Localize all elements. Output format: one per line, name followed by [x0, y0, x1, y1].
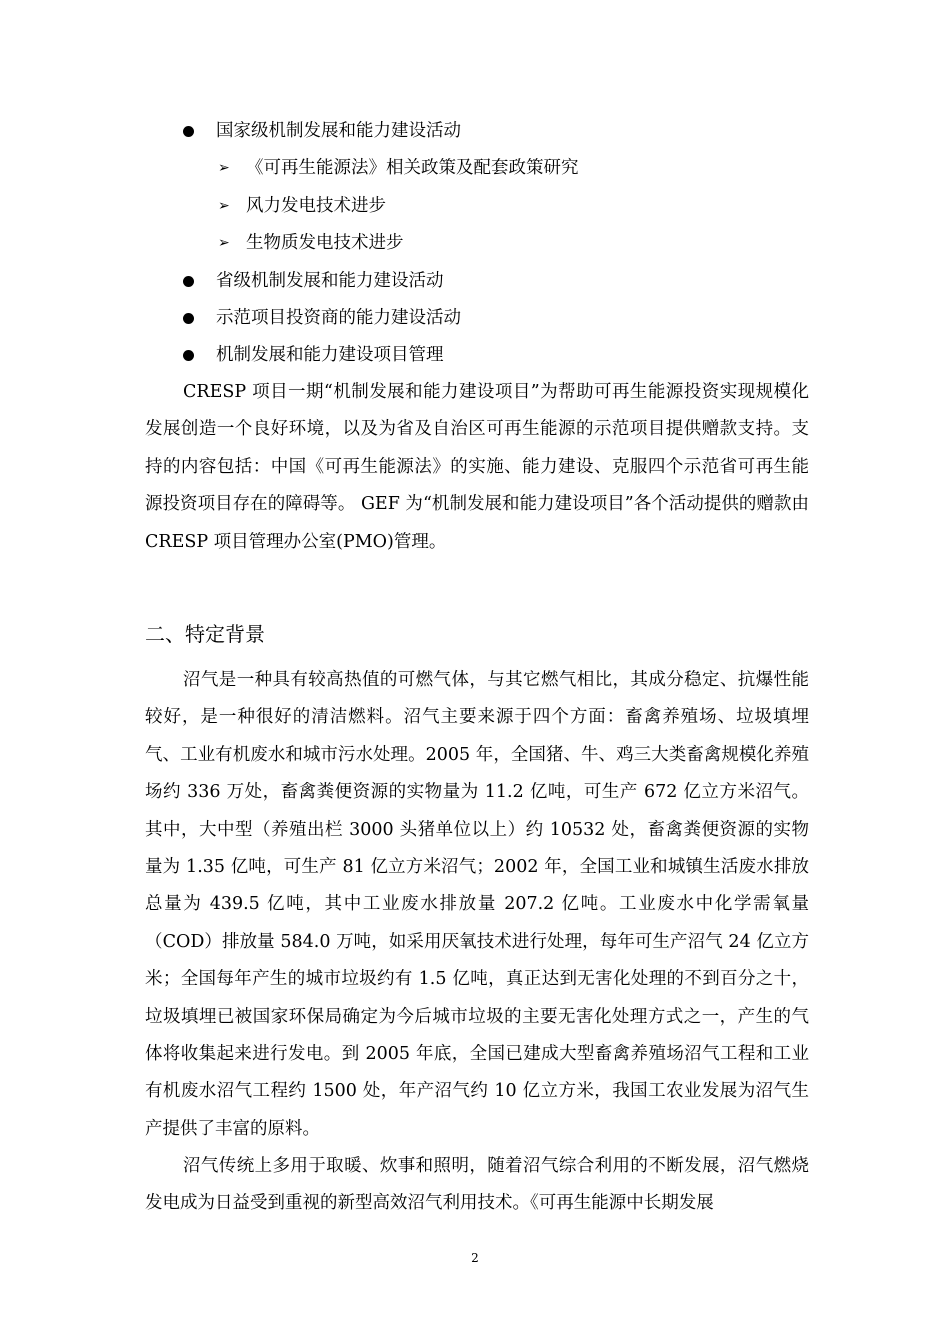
list-item-text: 风力发电技术进步 — [246, 195, 386, 216]
body-paragraph: 沼气传统上多用于取暖、炊事和照明，随着沼气综合利用的不断发展，沼气燃烧发电成为日益受到重视的新型高效沼气利用技术。《可再生能源中长期发展 — [145, 1156, 809, 1214]
section-heading: 二、特定背景 — [145, 622, 265, 646]
bullet-list — [145, 113, 825, 375]
list-item-text: 国家级机制发展和能力建设活动 — [216, 121, 461, 141]
body-paragraph: CRESP 项目一期“机制发展和能力建设项目”为帮助可再生能源投资实现规模化发展创造一个良好环境，以及为省及自治区可再生能源的示范项目提供赠款支持。支持的内容包括：中国《可再生能源法》的实施、能力建设、克服四个示范省可再生能源投资项目存在的障碍等。 GEF 为“机制发展和能力建设项目”各个活动提供的赠款由 CRESP 项目管理办公室(PMO)管理。 — [145, 382, 809, 552]
arrow-bullet-icon: ➢ — [218, 160, 230, 177]
arrow-bullet-icon: ➢ — [218, 235, 230, 252]
list-item — [145, 263, 825, 300]
list-item — [145, 113, 825, 150]
list-item — [145, 225, 825, 262]
bullet-dot-icon — [183, 126, 194, 137]
list-item-text: 《可再生能源法》相关政策及配套政策研究 — [246, 158, 579, 179]
list-item-text: 示范项目投资商的能力建设活动 — [216, 307, 461, 328]
list-item-text: 机制发展和能力建设项目管理 — [216, 345, 444, 366]
body-paragraph: 沼气是一种具有较高热值的可燃气体，与其它燃气相比，其成分稳定、抗爆性能较好，是一种很好的清洁燃料。沼气主要来源于四个方面：畜禽养殖场、垃圾填埋气、工业有机废水和城市污水处理。2005 年，全国猪、牛、鸡三大类畜禽规模化养殖场约 336 万处，畜禽粪便资源的实物量为 11.2 亿吨，可生产 672 亿立方米沼气。其中，大中型（养殖出栏 3000 头猪单位以上）约 10532 处，畜禽粪便资源的实物量为 1.35 亿吨，可生产 81 亿立方米沼气；2002 年，全国工业和城镇生活废水排放总量为 439.5 亿吨，其中工业废水排放量 207.2 亿吨。工业废水中化学需氧量（COD）排放量 584.0 万吨，如采用厌氧技术进行处理，每年可生产沼气 24 亿立方米；全国每年产生的城市垃圾约有 1.5 亿吨，真正达到无害化处理的不到百分之十，垃圾填埋已被国家环保局确定为今后城市垃圾的主要无害化处理方式之一，产生的气体将收集起来进行发电。到 2005 年底，全国已建成大型畜禽养殖场沼气工程和工业有机废水沼气工程约 1500 处，年产沼气约 10 亿立方米，我国工农业发展为沼气生产提供了丰富的原料。 — [145, 670, 809, 1139]
bullet-dot-icon — [183, 313, 194, 324]
list-item — [145, 188, 825, 225]
list-item-text: 生物质发电技术进步 — [246, 233, 404, 254]
list-item-text: 省级机制发展和能力建设活动 — [216, 270, 444, 291]
bullet-dot-icon — [183, 350, 194, 361]
list-item — [145, 300, 825, 337]
list-item — [145, 150, 825, 187]
list-item — [145, 337, 825, 374]
page-number: 2 — [471, 1251, 479, 1265]
arrow-bullet-icon: ➢ — [218, 197, 230, 214]
bullet-dot-icon — [183, 276, 194, 287]
